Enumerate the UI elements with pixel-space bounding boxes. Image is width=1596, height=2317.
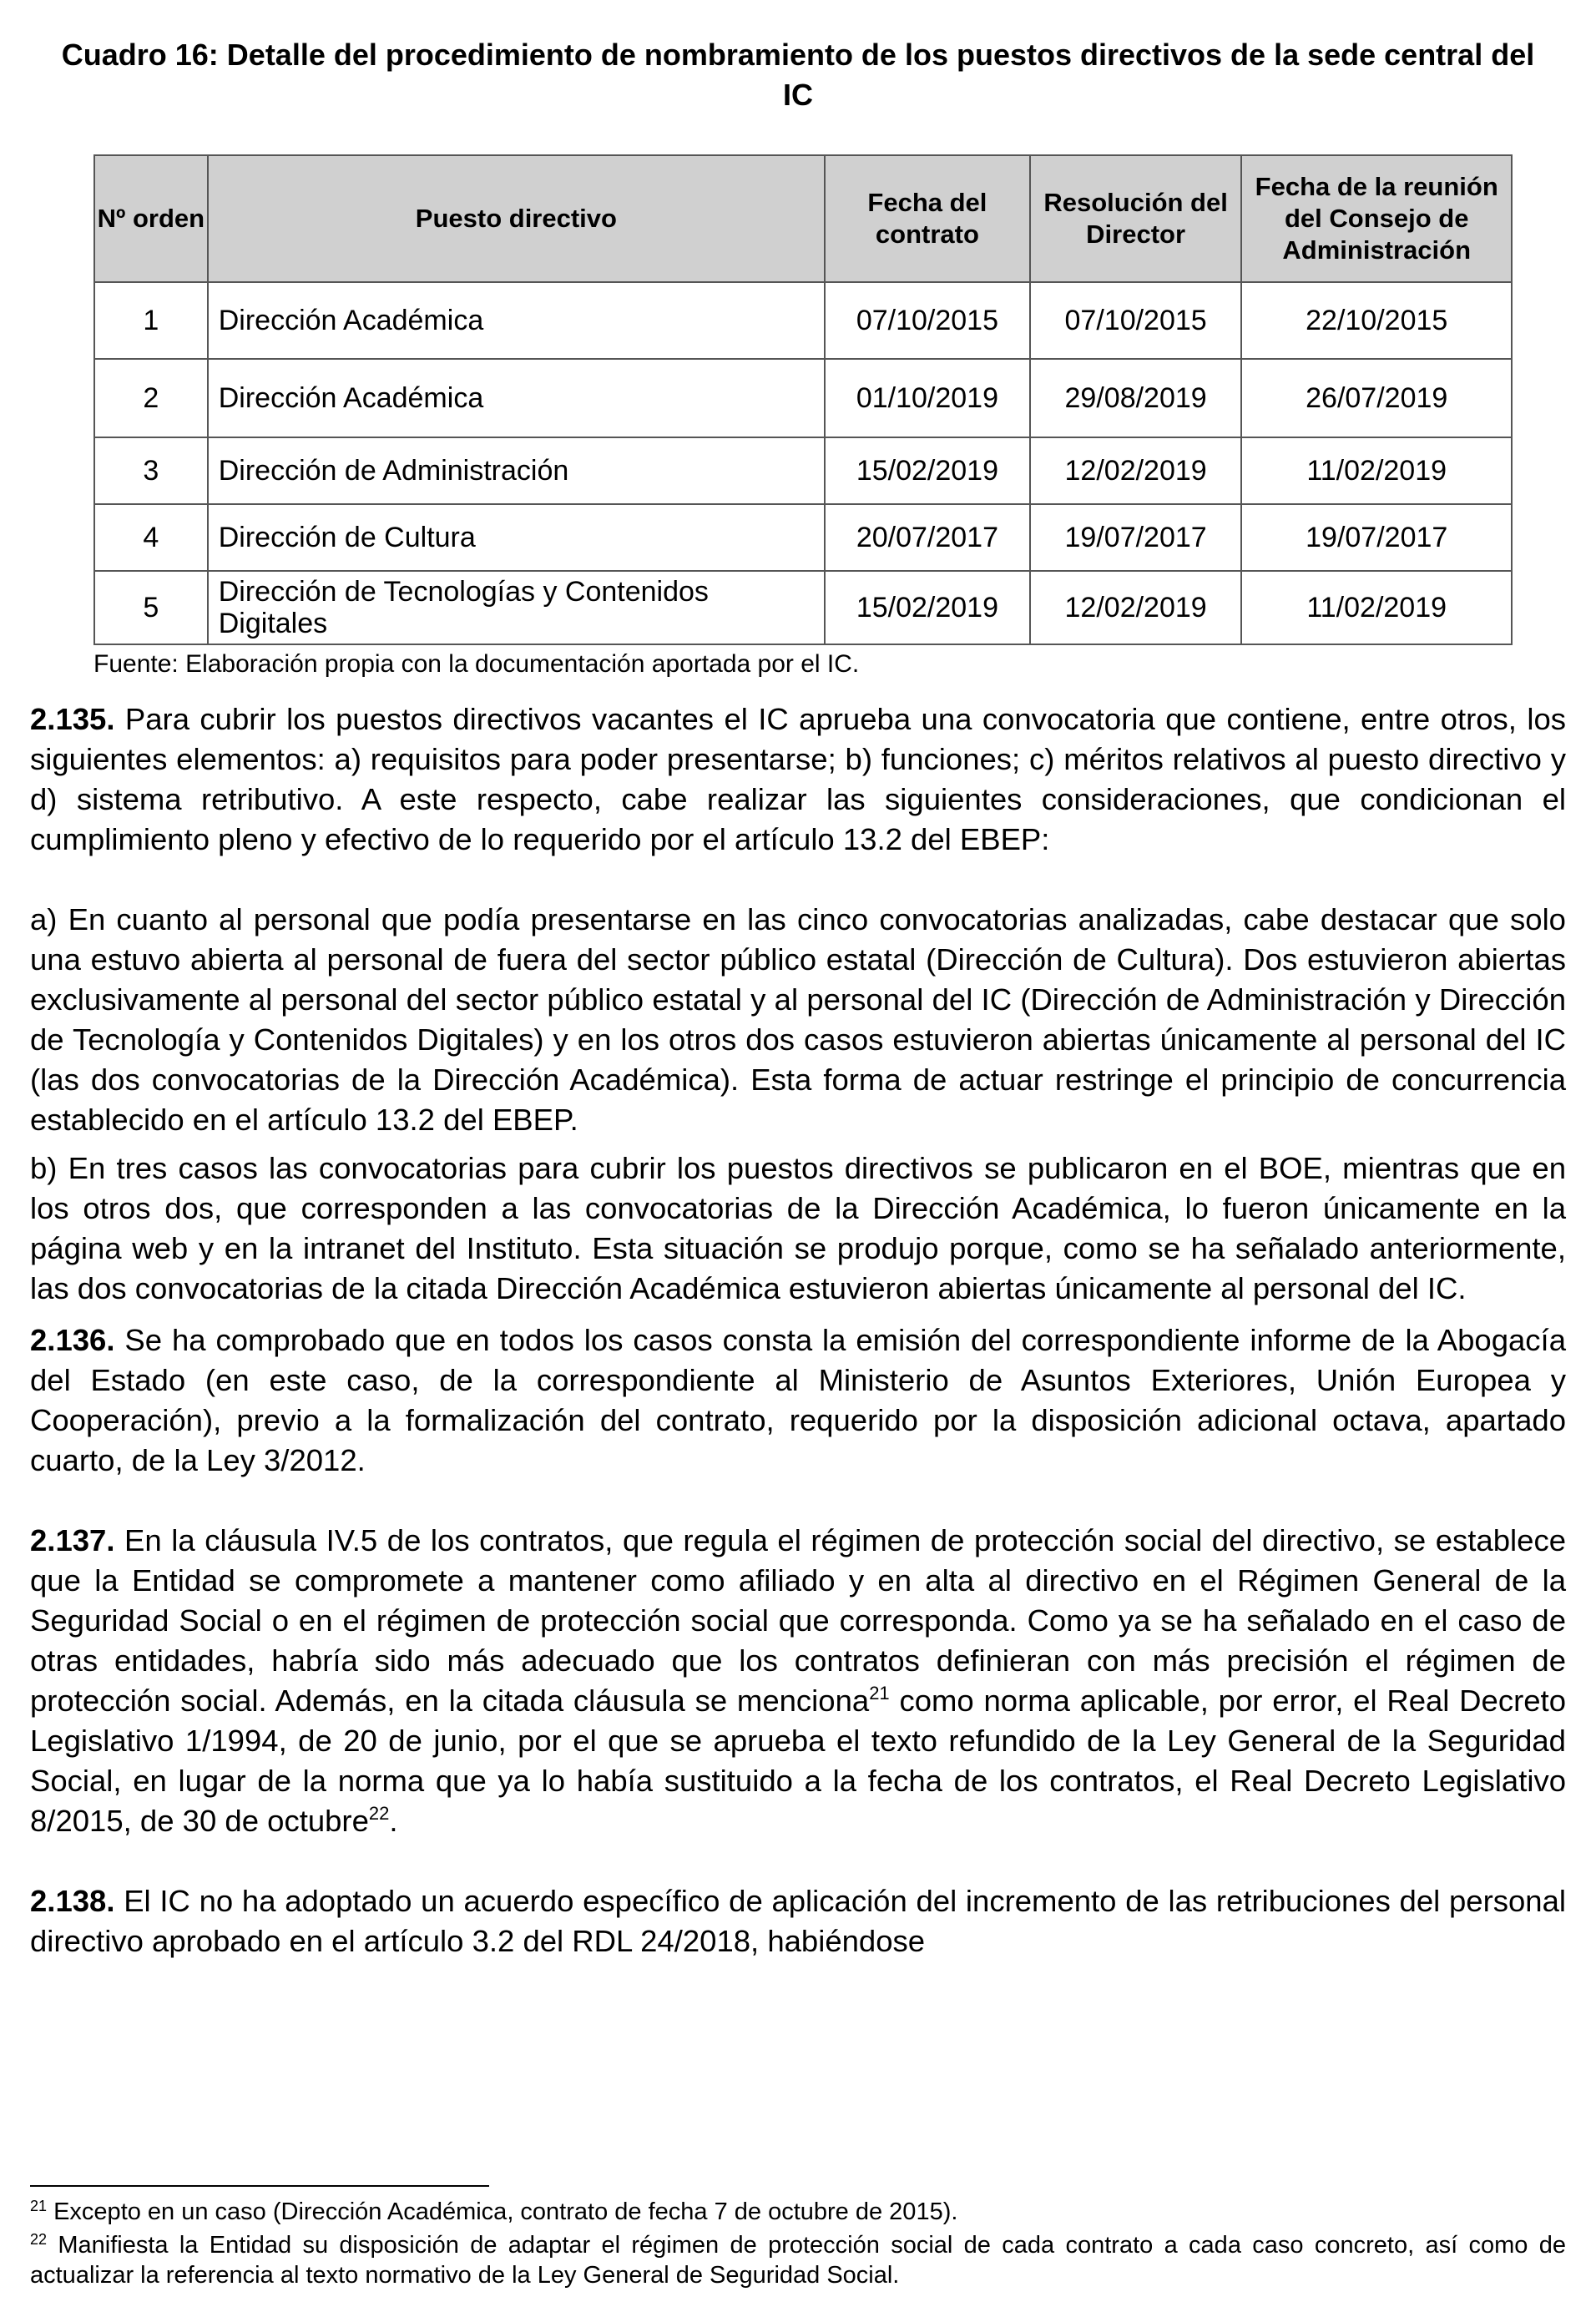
cell-board-date: 19/07/2017 bbox=[1241, 504, 1512, 571]
header-contract-date: Fecha del contrato bbox=[825, 155, 1030, 282]
paragraph-2-136 bbox=[30, 1320, 1566, 1481]
footnote-text: Excepto en un caso (Dirección Académica, contrato de fecha 7 de octubre de 2015). bbox=[47, 2198, 958, 2225]
table-header-row bbox=[94, 155, 1512, 282]
footnote-text: Manifiesta la Entidad su disposición de adaptar el régimen de protección social de cada contrato a cada caso concreto, así como de actualizar la referencia al texto normativo de la Ley General de Seguridad Social. bbox=[30, 2232, 1566, 2289]
footnote-21 bbox=[30, 2197, 1566, 2227]
paragraph-number: 2.135. bbox=[30, 702, 115, 736]
cell-resolution-date: 12/02/2019 bbox=[1030, 571, 1242, 644]
cell-order: 2 bbox=[94, 359, 208, 437]
cell-resolution-date: 12/02/2019 bbox=[1030, 437, 1242, 504]
cell-order: 4 bbox=[94, 504, 208, 571]
paragraph-2-137 bbox=[30, 1521, 1566, 1841]
document-body bbox=[30, 699, 1566, 1961]
footnote-22 bbox=[30, 2230, 1566, 2290]
table-source-note: Fuente: Elaboración propia con la documentación aportada por el IC. bbox=[93, 650, 860, 678]
footnote-mark: 21 bbox=[30, 2198, 48, 2214]
cell-resolution-date: 29/08/2019 bbox=[1030, 359, 1242, 437]
table-row bbox=[94, 359, 1512, 437]
paragraph-number: 2.138. bbox=[30, 1884, 115, 1918]
header-position: Puesto directivo bbox=[208, 155, 825, 282]
header-director-resolution: Resolución del Director bbox=[1030, 155, 1242, 282]
document-page bbox=[30, 0, 1566, 2289]
cell-contract-date: 01/10/2019 bbox=[825, 359, 1030, 437]
table-row bbox=[94, 571, 1512, 644]
footnotes bbox=[30, 2197, 1566, 2294]
paragraph-text: El IC no ha adoptado un acuerdo específico de aplicación del incremento de las retribuciones del personal directivo aprobado en el artículo 3.2 del RDL 24/2018, habiéndose bbox=[30, 1884, 1566, 1958]
paragraph-number: 2.137. bbox=[30, 1523, 115, 1557]
cell-order: 5 bbox=[94, 571, 208, 644]
cell-resolution-date: 07/10/2015 bbox=[1030, 282, 1242, 359]
cell-contract-date: 15/02/2019 bbox=[825, 571, 1030, 644]
cell-position: Dirección de Cultura bbox=[208, 504, 825, 571]
cell-contract-date: 07/10/2015 bbox=[825, 282, 1030, 359]
cell-order: 1 bbox=[94, 282, 208, 359]
cell-board-date: 11/02/2019 bbox=[1241, 571, 1512, 644]
paragraph-text: En la cláusula IV.5 de los contratos, que regula el régimen de protección social del directivo, se establece que la Entidad se compromete a mantener como afiliado y en alta al directivo en el Régimen General de la Seguridad Social o en el régimen de protección social que corresponda. Como ya se ha señalado en el caso de otras entidades, habría sido más adecuado que los contratos definieran con más precisión el régimen de protección social. Además, en la citada cláusula se menciona bbox=[30, 1523, 1566, 1718]
cell-position: Dirección Académica bbox=[208, 359, 825, 437]
cell-board-date: 26/07/2019 bbox=[1241, 359, 1512, 437]
paragraph-a: a) En cuanto al personal que podía presentarse en las cinco convocatorias analizadas, cabe destacar que solo una estuvo abierta al personal de fuera del sector público estatal (Dirección de Cultura). Dos estuvieron abiertas exclusivamente al personal del sector público estatal y al personal del IC (Dirección de Administración y Dirección de Tecnología y Contenidos Digitales) y en los otros dos casos estuvieron abiertas únicamente al personal del IC (las dos convocatorias de la Dirección Académica). Esta forma de actuar restringe el principio de concurrencia establecido en el artículo 13.2 del EBEP. bbox=[30, 902, 1566, 1137]
paragraph-2-135 bbox=[30, 699, 1566, 860]
paragraph-number: 2.136. bbox=[30, 1323, 115, 1357]
paragraph-text: . bbox=[389, 1804, 398, 1838]
table-caption: Cuadro 16: Detalle del procedimiento de nombramiento de los puestos directivos de la sede central del IC bbox=[61, 38, 1535, 112]
cell-resolution-date: 19/07/2017 bbox=[1030, 504, 1242, 571]
paragraph-text: Se ha comprobado que en todos los casos consta la emisión del correspondiente informe de la Abogacía del Estado (en este caso, de la correspondiente al Ministerio de Asuntos Exteriores, Unión Europea y Cooperación), previo a la formalización del contrato, requerido por la disposición adicional octava, apartado cuarto, de la Ley 3/2012. bbox=[30, 1323, 1566, 1477]
paragraph-2-138 bbox=[30, 1881, 1566, 1961]
table-row bbox=[94, 504, 1512, 571]
cell-position: Dirección Académica bbox=[208, 282, 825, 359]
cell-position: Dirección de Administración bbox=[208, 437, 825, 504]
cell-contract-date: 20/07/2017 bbox=[825, 504, 1030, 571]
paragraph-text: Para cubrir los puestos directivos vacantes el IC aprueba una convocatoria que contiene, entre otros, los siguientes elementos: a) requisitos para poder presentarse; b) funciones; c) méritos relativos al puesto directivo y d) sistema retributivo. A este respecto, cabe realizar las siguientes consideraciones, que condicionan el cumplimiento pleno y efectivo de lo requerido por el artículo 13.2 del EBEP: bbox=[30, 702, 1566, 856]
cell-board-date: 22/10/2015 bbox=[1241, 282, 1512, 359]
cell-position: Dirección de Tecnologías y Contenidos Digitales bbox=[208, 571, 825, 644]
table-row bbox=[94, 437, 1512, 504]
footnote-ref-21[interactable]: 21 bbox=[869, 1683, 890, 1704]
cell-order: 3 bbox=[94, 437, 208, 504]
paragraph-text: como norma aplicable, por error, el Real Decreto Legislativo 1/1994, de 20 de junio, por el que se aprueba el texto refundido de la Ley General de la Seguridad Social, en lugar de la norma que ya lo había sustituido a la fecha de los contratos, el Real Decreto Legislativo 8/2015, de 30 de octubre bbox=[30, 1683, 1566, 1838]
table-row bbox=[94, 282, 1512, 359]
appointments-table bbox=[93, 154, 1513, 645]
footnote-ref-22[interactable]: 22 bbox=[368, 1803, 390, 1824]
paragraph-b: b) En tres casos las convocatorias para cubrir los puestos directivos se publicaron en el BOE, mientras que en los otros dos, que corresponden a las convocatorias de la Dirección Académica, lo fueron únicamente en la página web y en la intranet del Instituto. Esta situación se produjo porque, como se ha señalado anteriormente, las dos convocatorias de la citada Dirección Académica estuvieron abiertas únicamente al personal del IC. bbox=[30, 1151, 1566, 1305]
footnote-mark: 22 bbox=[30, 2231, 48, 2248]
cell-contract-date: 15/02/2019 bbox=[825, 437, 1030, 504]
cell-board-date: 11/02/2019 bbox=[1241, 437, 1512, 504]
header-board-meeting-date: Fecha de la reunión del Consejo de Administración bbox=[1241, 155, 1512, 282]
header-order: Nº orden bbox=[94, 155, 208, 282]
footnote-separator bbox=[30, 2185, 489, 2187]
